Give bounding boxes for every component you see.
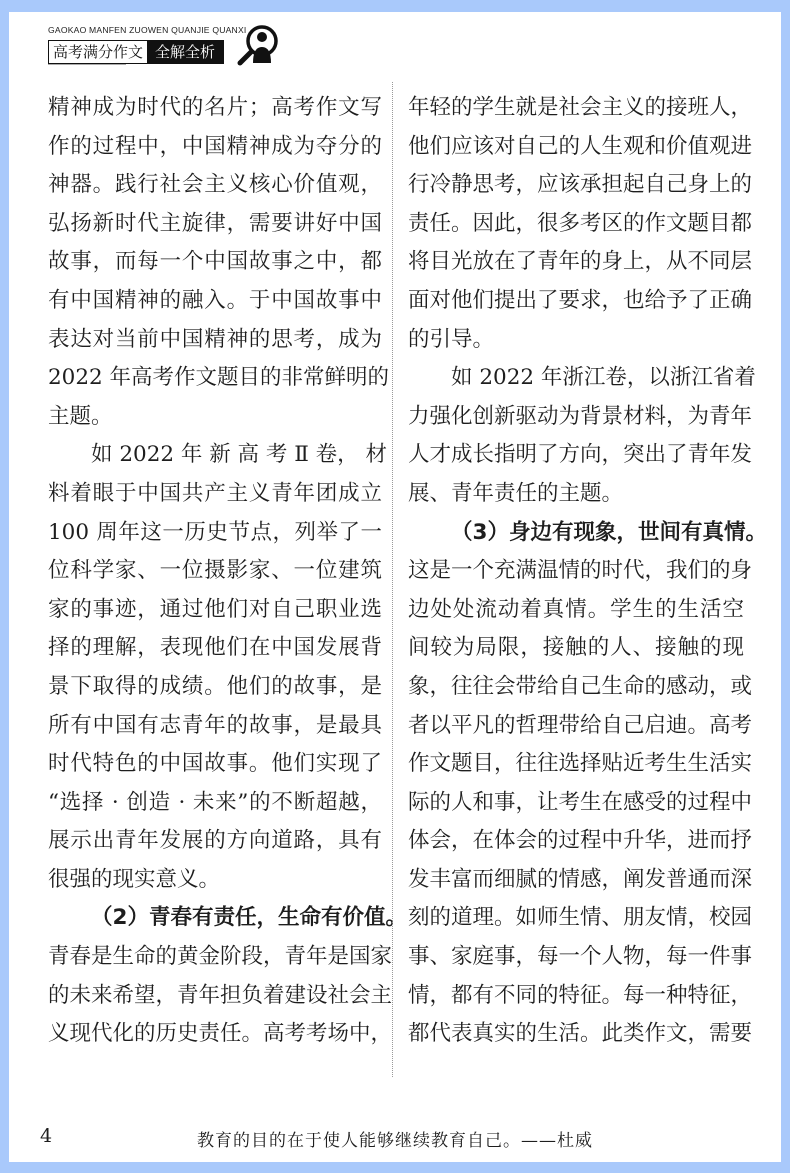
page-number: 4 <box>40 1125 53 1147</box>
text-line: 发丰富而细腻的情感，阐发普通而深 <box>408 866 753 892</box>
text-line: 情，都有不同的特征。每一种特征， <box>408 982 753 1008</box>
text-line: 如 2022 年浙江卷，以浙江省着 <box>451 365 756 391</box>
text-line: 面对他们提出了要求，也给予了正确 <box>408 287 753 313</box>
text-line: 表达对当前中国精神的思考，成为 <box>48 326 382 352</box>
text-line: 刻的道理。如师生情、朋友情，校园 <box>408 905 753 931</box>
text-line: 者以平凡的哲理带给自己启迪。高考 <box>408 712 753 738</box>
text-line: 展示出青年发展的方向道路，具有 <box>48 828 382 854</box>
text-line: 家的事迹，通过他们对自己职业选 <box>48 596 382 622</box>
text-line: 弘扬新时代主旋律，需要讲好中国 <box>48 210 382 236</box>
text-line: 2022 年高考作文题目的非常鲜明的 <box>48 365 390 391</box>
text-line: 的未来希望，青年担负着建设社会主 <box>48 982 393 1008</box>
text-line: 故事，而每一个中国故事之中，都 <box>48 249 382 275</box>
header-subtitle: 全解全析 <box>147 41 223 63</box>
header-title-box <box>48 40 224 64</box>
header-title: 高考满分作文 <box>49 41 147 63</box>
text-line: 人才成长指明了方向，突出了青年发 <box>408 442 753 468</box>
text-line: 象，往往会带给自己生命的感动，或 <box>408 673 753 699</box>
text-line: 神器。践行社会主义核心价值观， <box>48 172 382 198</box>
text-line: 很强的现实意义。 <box>48 866 221 892</box>
text-line: 主题。 <box>48 403 113 429</box>
text-line: 边处处流动着真情。学生的生活空 <box>408 596 744 622</box>
text-line: 这是一个充满温情的时代，我们的身 <box>408 558 753 584</box>
column-divider <box>392 82 393 1077</box>
text-line: 作文题目，往往选择贴近考生生活实 <box>408 751 753 777</box>
text-line: 义现代化的历史责任。高考考场中， <box>48 1021 393 1047</box>
text-line: 的引导。 <box>408 326 495 352</box>
text-line: “选择 · 创造 · 未来”的不断超越， <box>48 789 382 815</box>
text-line: 作的过程中，中国精神成为夺分的 <box>48 133 382 159</box>
text-line: 有中国精神的融入。于中国故事中 <box>48 287 382 313</box>
text-line: 青春是生命的黄金阶段，青年是国家 <box>48 944 393 970</box>
footer-quote: 教育的目的在于使人能够继续教育自己。——杜威 <box>197 1131 593 1151</box>
text-line: 料着眼于中国共产主义青年团成立 <box>48 480 382 506</box>
text-line: 择的理解，表现他们在中国发展背 <box>48 635 382 661</box>
text-column-right <box>408 89 767 1054</box>
text-line: 年轻的学生就是社会主义的接班人， <box>408 95 753 120</box>
text-line: 所有中国有志青年的故事，是最具 <box>48 712 382 738</box>
header-pinyin: GAOKAO MANFEN ZUOWEN QUANJIE QUANXI <box>48 25 247 35</box>
text-line: 间较为局限，接触的人、接触的现 <box>408 635 744 661</box>
text-line: 如 2022 年 新 高 考 Ⅱ 卷， 材 <box>91 442 388 468</box>
text-line: 将目光放在了青年的身上，从不同层 <box>408 249 753 275</box>
header-underline <box>48 64 126 65</box>
text-line: 都代表真实的生活。此类作文，需要 <box>408 1021 753 1047</box>
text-line: 力强化创新驱动为背景材料，为青年 <box>408 403 753 429</box>
text-line: 行冷静思考，应该承担起自己身上的 <box>408 172 753 198</box>
text-line: 展、青年责任的主题。 <box>408 480 624 506</box>
section-heading-line: （2）青春有责任，生命有价值。 <box>91 905 407 931</box>
text-line: 他们应该对自己的人生观和价值观进 <box>408 133 753 159</box>
text-line: 100 周年这一历史节点，列举了一 <box>48 519 382 545</box>
text-line: 时代特色的中国故事。他们实现了 <box>48 751 382 777</box>
text-line: 责任。因此，很多考区的作文题目都 <box>408 210 753 236</box>
text-column-left <box>48 89 407 1054</box>
text-line: 位科学家、一位摄影家、一位建筑 <box>48 558 382 584</box>
text-line: 精神成为时代的名片；高考作文写 <box>48 95 382 120</box>
text-line: 际的人和事，让考生在感受的过程中 <box>408 789 753 815</box>
text-line: 体会，在体会的过程中升华，进而抒 <box>408 828 753 854</box>
magnifier-person-icon <box>236 23 282 67</box>
text-line: 事、家庭事，每一个人物，每一件事 <box>408 944 753 970</box>
section-heading-line: （3）身边有现象，世间有真情。 <box>451 519 767 545</box>
text-line: 景下取得的成绩。他们的故事，是 <box>48 673 382 699</box>
